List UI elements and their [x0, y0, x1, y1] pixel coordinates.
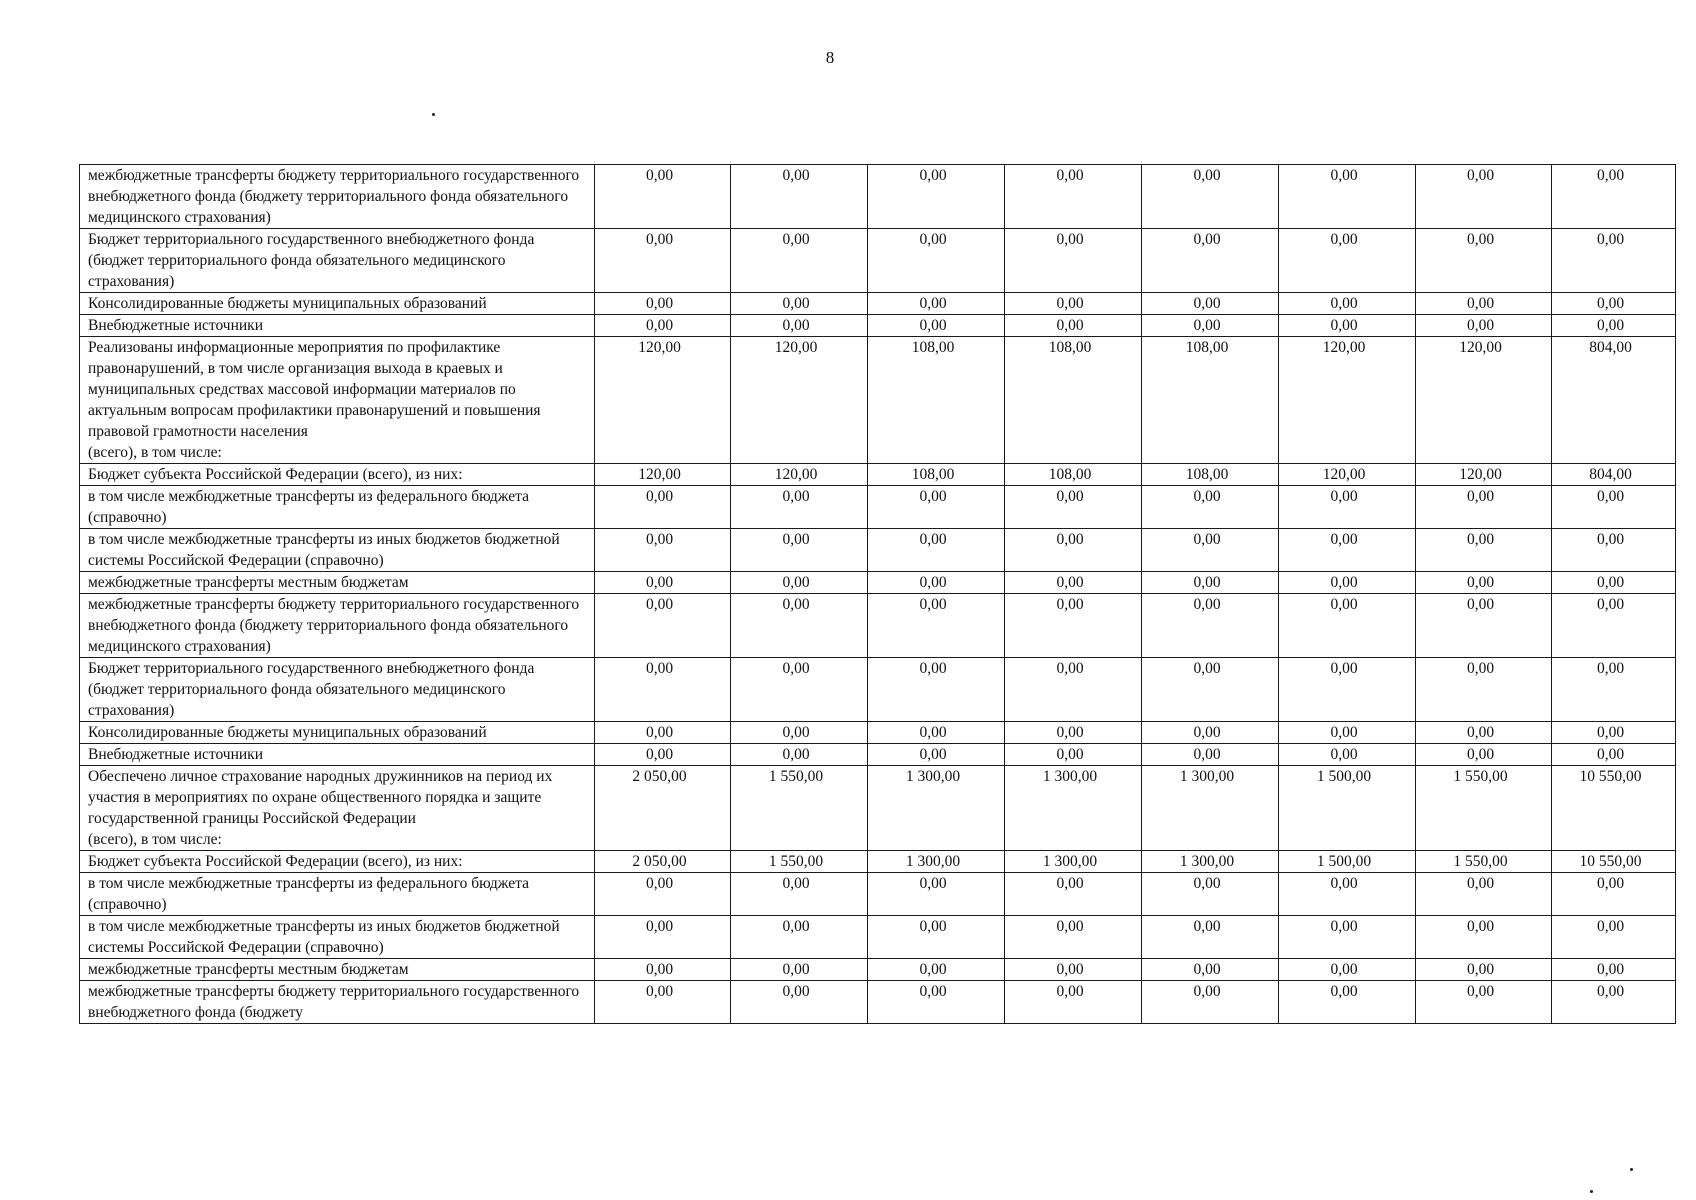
value-cell: 0,00	[595, 722, 731, 744]
value-cell: 0,00	[1416, 229, 1552, 293]
value-cell: 0,00	[868, 486, 1005, 529]
value-cell: 0,00	[1416, 529, 1552, 572]
value-cell: 0,00	[595, 315, 731, 337]
value-cell: 0,00	[1552, 981, 1676, 1024]
table-body	[80, 165, 1676, 1024]
value-cell: 0,00	[1552, 744, 1676, 766]
row-label: Консолидированные бюджеты муниципальных образований	[80, 722, 595, 744]
value-cell: 0,00	[868, 916, 1005, 959]
value-cell: 0,00	[868, 293, 1005, 315]
row-label: Бюджет субъекта Российской Федерации (всего), из них:	[80, 851, 595, 873]
value-cell: 0,00	[1279, 315, 1416, 337]
row-label: межбюджетные трансферты бюджету территориального государственного внебюджетного фонда (бюджету	[80, 981, 595, 1024]
value-cell: 0,00	[1552, 594, 1676, 658]
value-cell: 108,00	[1142, 337, 1279, 464]
value-cell: 0,00	[595, 658, 731, 722]
value-cell: 120,00	[731, 337, 868, 464]
value-cell: 0,00	[1279, 529, 1416, 572]
value-cell: 0,00	[1142, 315, 1279, 337]
table-row	[80, 722, 1676, 744]
value-cell: 0,00	[868, 229, 1005, 293]
table-row	[80, 873, 1676, 916]
value-cell: 108,00	[1142, 464, 1279, 486]
table-row	[80, 337, 1676, 464]
value-cell: 1 550,00	[1416, 851, 1552, 873]
value-cell: 0,00	[595, 229, 731, 293]
value-cell: 0,00	[868, 529, 1005, 572]
value-cell: 0,00	[1552, 722, 1676, 744]
value-cell: 0,00	[1279, 594, 1416, 658]
value-cell: 0,00	[1005, 594, 1142, 658]
value-cell: 1 300,00	[1005, 851, 1142, 873]
value-cell: 120,00	[1279, 464, 1416, 486]
value-cell: 0,00	[595, 594, 731, 658]
value-cell: 120,00	[1279, 337, 1416, 464]
row-label: Бюджет территориального государственного внебюджетного фонда (бюджет территориального фонда обязательного медицинского страхования)	[80, 658, 595, 722]
value-cell: 0,00	[1005, 486, 1142, 529]
value-cell: 0,00	[595, 916, 731, 959]
value-cell: 1 550,00	[731, 851, 868, 873]
table-row	[80, 594, 1676, 658]
table-row	[80, 744, 1676, 766]
value-cell: 0,00	[868, 959, 1005, 981]
scan-speck	[1590, 1190, 1593, 1193]
value-cell: 0,00	[1416, 315, 1552, 337]
value-cell: 0,00	[731, 658, 868, 722]
value-cell: 0,00	[868, 873, 1005, 916]
value-cell: 0,00	[1005, 315, 1142, 337]
value-cell: 0,00	[1279, 229, 1416, 293]
value-cell: 0,00	[1005, 722, 1142, 744]
row-label: Внебюджетные источники	[80, 315, 595, 337]
value-cell: 0,00	[1279, 744, 1416, 766]
value-cell: 0,00	[731, 959, 868, 981]
value-cell: 120,00	[595, 337, 731, 464]
value-cell: 0,00	[1552, 959, 1676, 981]
page-number: 8	[825, 48, 835, 67]
value-cell: 0,00	[1279, 165, 1416, 229]
value-cell: 0,00	[1142, 229, 1279, 293]
value-cell: 0,00	[1279, 959, 1416, 981]
value-cell: 1 500,00	[1279, 851, 1416, 873]
value-cell: 0,00	[1416, 916, 1552, 959]
value-cell: 0,00	[731, 229, 868, 293]
value-cell: 1 300,00	[1142, 766, 1279, 851]
value-cell: 0,00	[1005, 293, 1142, 315]
value-cell: 1 550,00	[1416, 766, 1552, 851]
value-cell: 0,00	[1416, 293, 1552, 315]
value-cell: 0,00	[1552, 229, 1676, 293]
value-cell: 0,00	[868, 594, 1005, 658]
value-cell: 0,00	[1142, 293, 1279, 315]
value-cell: 0,00	[1552, 873, 1676, 916]
value-cell: 0,00	[1142, 959, 1279, 981]
value-cell: 0,00	[1552, 572, 1676, 594]
table-row	[80, 165, 1676, 229]
value-cell: 0,00	[1279, 572, 1416, 594]
value-cell: 0,00	[1416, 981, 1552, 1024]
value-cell: 0,00	[1416, 486, 1552, 529]
row-label: межбюджетные трансферты бюджету территориального государственного внебюджетного фонда (бюджету территориального фонда обязательного медицинского страхования)	[80, 165, 595, 229]
table-row	[80, 959, 1676, 981]
scan-speck	[432, 113, 435, 116]
value-cell: 804,00	[1552, 337, 1676, 464]
value-cell: 0,00	[1552, 916, 1676, 959]
value-cell: 0,00	[1005, 165, 1142, 229]
value-cell: 0,00	[595, 981, 731, 1024]
value-cell: 0,00	[1279, 293, 1416, 315]
value-cell: 120,00	[1416, 337, 1552, 464]
value-cell: 0,00	[1142, 572, 1279, 594]
value-cell: 0,00	[1416, 873, 1552, 916]
value-cell: 0,00	[731, 873, 868, 916]
value-cell: 0,00	[1552, 293, 1676, 315]
value-cell: 0,00	[1142, 594, 1279, 658]
row-label: в том числе межбюджетные трансферты из иных бюджетов бюджетной системы Российской Федерации (справочно)	[80, 529, 595, 572]
table-row	[80, 981, 1676, 1024]
row-label: межбюджетные трансферты бюджету территориального государственного внебюджетного фонда (бюджету территориального фонда обязательного медицинского страхования)	[80, 594, 595, 658]
value-cell: 120,00	[1416, 464, 1552, 486]
value-cell: 804,00	[1552, 464, 1676, 486]
value-cell: 0,00	[1142, 744, 1279, 766]
value-cell: 108,00	[868, 464, 1005, 486]
value-cell: 0,00	[868, 722, 1005, 744]
value-cell: 1 300,00	[1142, 851, 1279, 873]
value-cell: 0,00	[731, 981, 868, 1024]
value-cell: 0,00	[1416, 594, 1552, 658]
table-row	[80, 293, 1676, 315]
budget-table-container	[79, 164, 1675, 1024]
value-cell: 108,00	[1005, 337, 1142, 464]
value-cell: 0,00	[595, 959, 731, 981]
value-cell: 0,00	[868, 658, 1005, 722]
value-cell: 0,00	[595, 529, 731, 572]
value-cell: 0,00	[1142, 873, 1279, 916]
value-cell: 0,00	[1416, 722, 1552, 744]
value-cell: 0,00	[868, 165, 1005, 229]
row-label: Бюджет территориального государственного внебюджетного фонда (бюджет территориального фонда обязательного медицинского страхования)	[80, 229, 595, 293]
value-cell: 0,00	[1005, 572, 1142, 594]
table-row	[80, 658, 1676, 722]
value-cell: 0,00	[731, 572, 868, 594]
value-cell: 1 300,00	[868, 851, 1005, 873]
value-cell: 0,00	[1142, 916, 1279, 959]
table-row	[80, 486, 1676, 529]
value-cell: 0,00	[1142, 722, 1279, 744]
value-cell: 0,00	[595, 165, 731, 229]
value-cell: 0,00	[1416, 165, 1552, 229]
table-row	[80, 529, 1676, 572]
table-row	[80, 464, 1676, 486]
value-cell: 0,00	[595, 572, 731, 594]
value-cell: 1 550,00	[731, 766, 868, 851]
value-cell: 0,00	[731, 594, 868, 658]
value-cell: 0,00	[731, 722, 868, 744]
table-row	[80, 766, 1676, 851]
table-row	[80, 916, 1676, 959]
value-cell: 0,00	[731, 293, 868, 315]
row-label: межбюджетные трансферты местным бюджетам	[80, 959, 595, 981]
value-cell: 0,00	[1416, 572, 1552, 594]
value-cell: 0,00	[1005, 529, 1142, 572]
row-label: Бюджет субъекта Российской Федерации (всего), из них:	[80, 464, 595, 486]
value-cell: 1 500,00	[1279, 766, 1416, 851]
value-cell: 0,00	[1279, 981, 1416, 1024]
value-cell: 0,00	[731, 165, 868, 229]
value-cell: 10 550,00	[1552, 851, 1676, 873]
value-cell: 0,00	[868, 744, 1005, 766]
value-cell: 0,00	[1416, 744, 1552, 766]
value-cell: 0,00	[1142, 165, 1279, 229]
value-cell: 0,00	[1005, 229, 1142, 293]
value-cell: 0,00	[1416, 959, 1552, 981]
value-cell: 0,00	[731, 529, 868, 572]
value-cell: 120,00	[731, 464, 868, 486]
value-cell: 0,00	[1279, 722, 1416, 744]
value-cell: 0,00	[595, 293, 731, 315]
value-cell: 0,00	[1005, 658, 1142, 722]
table-row	[80, 572, 1676, 594]
value-cell: 0,00	[595, 744, 731, 766]
value-cell: 0,00	[868, 572, 1005, 594]
value-cell: 0,00	[1279, 873, 1416, 916]
row-label: Консолидированные бюджеты муниципальных образований	[80, 293, 595, 315]
value-cell: 1 300,00	[1005, 766, 1142, 851]
value-cell: 0,00	[1142, 486, 1279, 529]
value-cell: 0,00	[1142, 981, 1279, 1024]
value-cell: 0,00	[1005, 873, 1142, 916]
value-cell: 0,00	[868, 981, 1005, 1024]
value-cell: 0,00	[731, 744, 868, 766]
value-cell: 0,00	[595, 873, 731, 916]
value-cell: 0,00	[1142, 529, 1279, 572]
value-cell: 0,00	[1279, 916, 1416, 959]
value-cell: 108,00	[1005, 464, 1142, 486]
value-cell: 2 050,00	[595, 766, 731, 851]
row-label: Внебюджетные источники	[80, 744, 595, 766]
value-cell: 0,00	[731, 486, 868, 529]
row-label: в том числе межбюджетные трансферты из федерального бюджета (справочно)	[80, 486, 595, 529]
value-cell: 0,00	[1005, 916, 1142, 959]
value-cell: 108,00	[868, 337, 1005, 464]
value-cell: 1 300,00	[868, 766, 1005, 851]
value-cell: 0,00	[1552, 315, 1676, 337]
value-cell: 0,00	[731, 315, 868, 337]
budget-table	[79, 164, 1676, 1024]
value-cell: 120,00	[595, 464, 731, 486]
value-cell: 0,00	[1552, 486, 1676, 529]
value-cell: 0,00	[868, 315, 1005, 337]
row-label: Реализованы информационные мероприятия по профилактике правонарушений, в том числе организация выхода в краевых и муниципальных средствах массовой информации материалов по актуальным вопросам профилактики правонарушений и повышения правовой грамотности населения (всего), в том числе:	[80, 337, 595, 464]
value-cell: 0,00	[1416, 658, 1552, 722]
table-row	[80, 851, 1676, 873]
value-cell: 0,00	[1552, 658, 1676, 722]
table-row	[80, 315, 1676, 337]
value-cell: 0,00	[1552, 529, 1676, 572]
value-cell: 10 550,00	[1552, 766, 1676, 851]
value-cell: 0,00	[595, 486, 731, 529]
value-cell: 0,00	[1005, 744, 1142, 766]
row-label: Обеспечено личное страхование народных дружинников на период их участия в мероприятиях по охране общественного порядка и защите государственной границы Российской Федерации (всего), в том числе:	[80, 766, 595, 851]
row-label: в том числе межбюджетные трансферты из федерального бюджета (справочно)	[80, 873, 595, 916]
row-label: в том числе межбюджетные трансферты из иных бюджетов бюджетной системы Российской Федерации (справочно)	[80, 916, 595, 959]
value-cell: 2 050,00	[595, 851, 731, 873]
row-label: межбюджетные трансферты местным бюджетам	[80, 572, 595, 594]
value-cell: 0,00	[731, 916, 868, 959]
value-cell: 0,00	[1279, 486, 1416, 529]
scan-speck	[1630, 1168, 1633, 1171]
value-cell: 0,00	[1142, 658, 1279, 722]
value-cell: 0,00	[1279, 658, 1416, 722]
value-cell: 0,00	[1005, 981, 1142, 1024]
value-cell: 0,00	[1005, 959, 1142, 981]
value-cell: 0,00	[1552, 165, 1676, 229]
table-row	[80, 229, 1676, 293]
